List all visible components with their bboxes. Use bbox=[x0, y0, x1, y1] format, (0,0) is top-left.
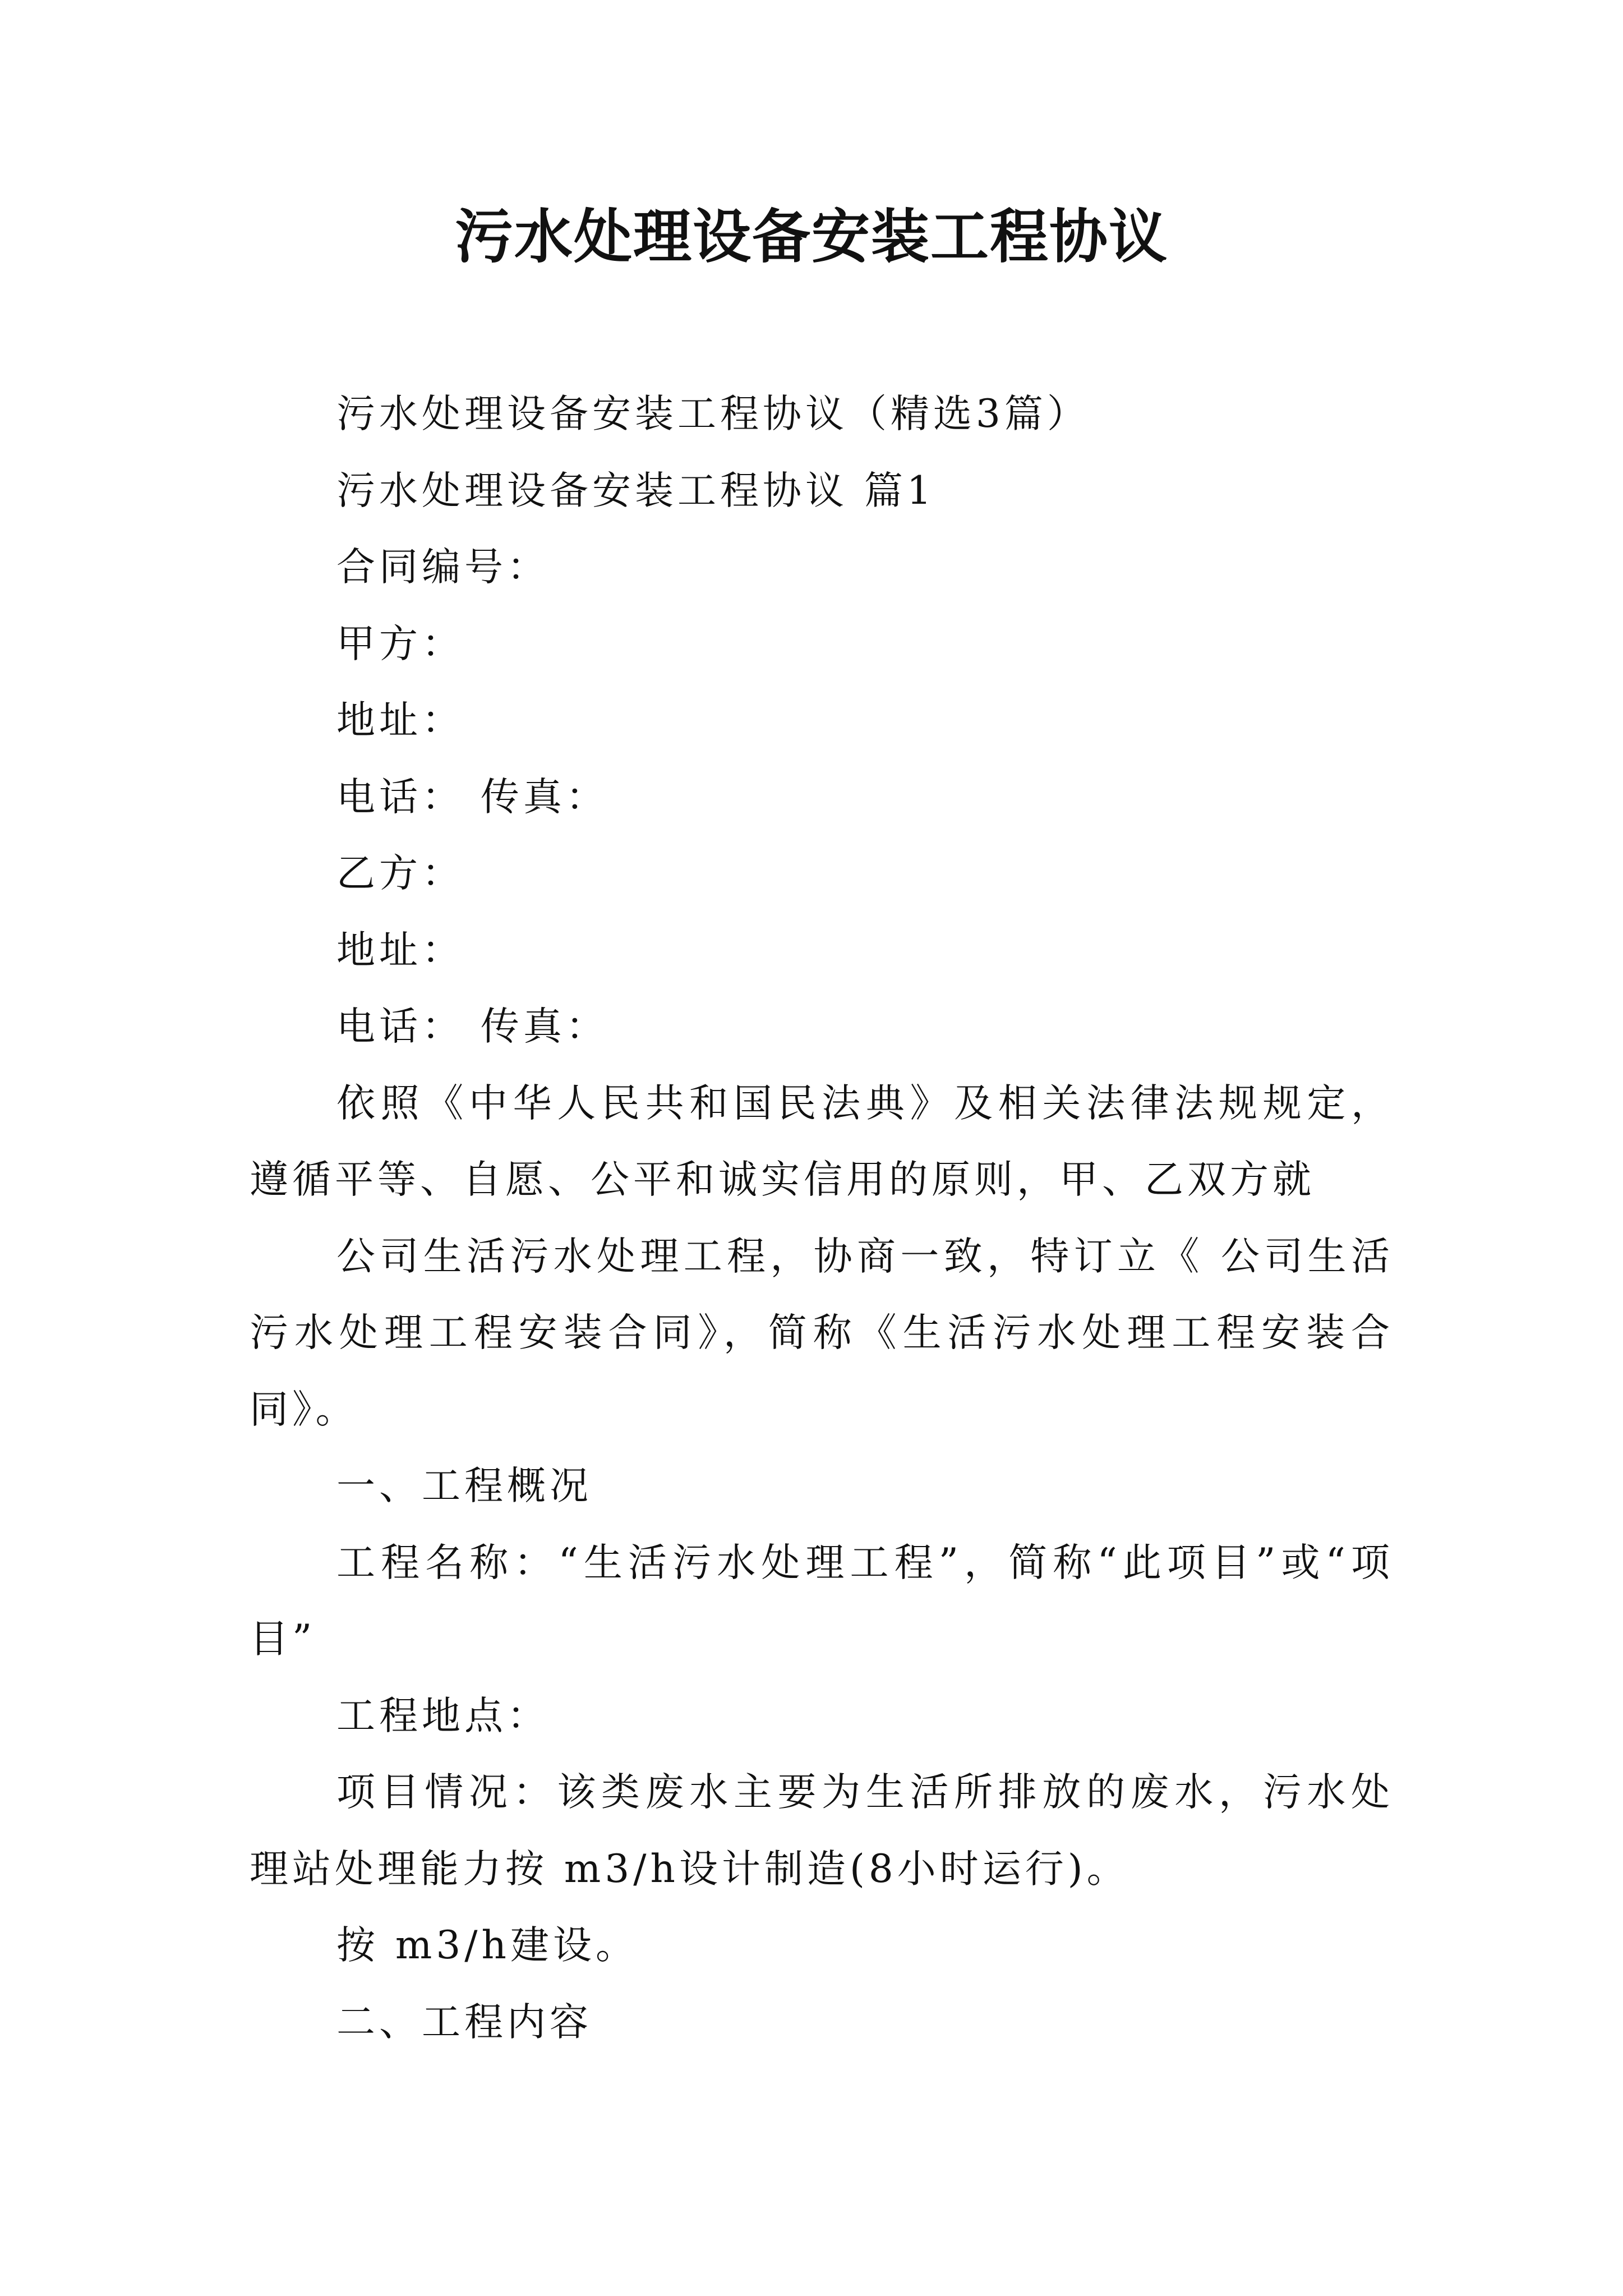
paragraph-party-a-phone-fax: 电话： 传真： bbox=[336, 774, 608, 820]
paragraph-party-a: 甲方： bbox=[336, 621, 464, 666]
paragraph-heading-content: 二、工程内容 bbox=[336, 1999, 592, 2045]
paragraph-party-b-phone-fax: 电话： 传真： bbox=[336, 1004, 608, 1049]
paragraph-construction-capacity: 按 m3/h建设。 bbox=[336, 1923, 638, 1968]
document-body bbox=[250, 376, 1394, 2060]
paragraph-subtitle: 污水处理设备安装工程协议（精选3篇） bbox=[336, 392, 1090, 436]
paragraph-contract-naming: 公司生活污水处理工程，协商一致，特订立《 公司生活污水处理工程安装合同》，简称《生活污水处理工程安装合同》。 bbox=[250, 1234, 1394, 1432]
document-title: 污水处理设备安装工程协议 bbox=[454, 202, 1168, 271]
paragraph-contract-number: 合同编号： bbox=[336, 545, 550, 590]
paragraph-party-b-address: 地址： bbox=[336, 927, 464, 973]
paragraph-project-location: 工程地点： bbox=[336, 1693, 550, 1738]
paragraph-legal-basis: 依照《中华人民共和国民法典》及相关法律法规规定，遵循平等、自愿、公平和诚实信用的原则，甲、乙双方就 bbox=[250, 1080, 1394, 1202]
paragraph-project-name: 工程名称：“生活污水处理工程”，简称“此项目”或“项目” bbox=[250, 1540, 1394, 1662]
paragraph-party-b: 乙方： bbox=[336, 851, 464, 896]
paragraph-heading-overview: 一、工程概况 bbox=[336, 1464, 592, 1508]
paragraph-section-heading: 污水处理设备安装工程协议 篇1 bbox=[336, 468, 935, 513]
paragraph-project-situation: 项目情况：该类废水主要为生活所排放的废水，污水处理站处理能力按 m3/h设计制造(8小时运行)。 bbox=[250, 1770, 1394, 1892]
paragraph-party-a-address: 地址： bbox=[336, 698, 464, 743]
